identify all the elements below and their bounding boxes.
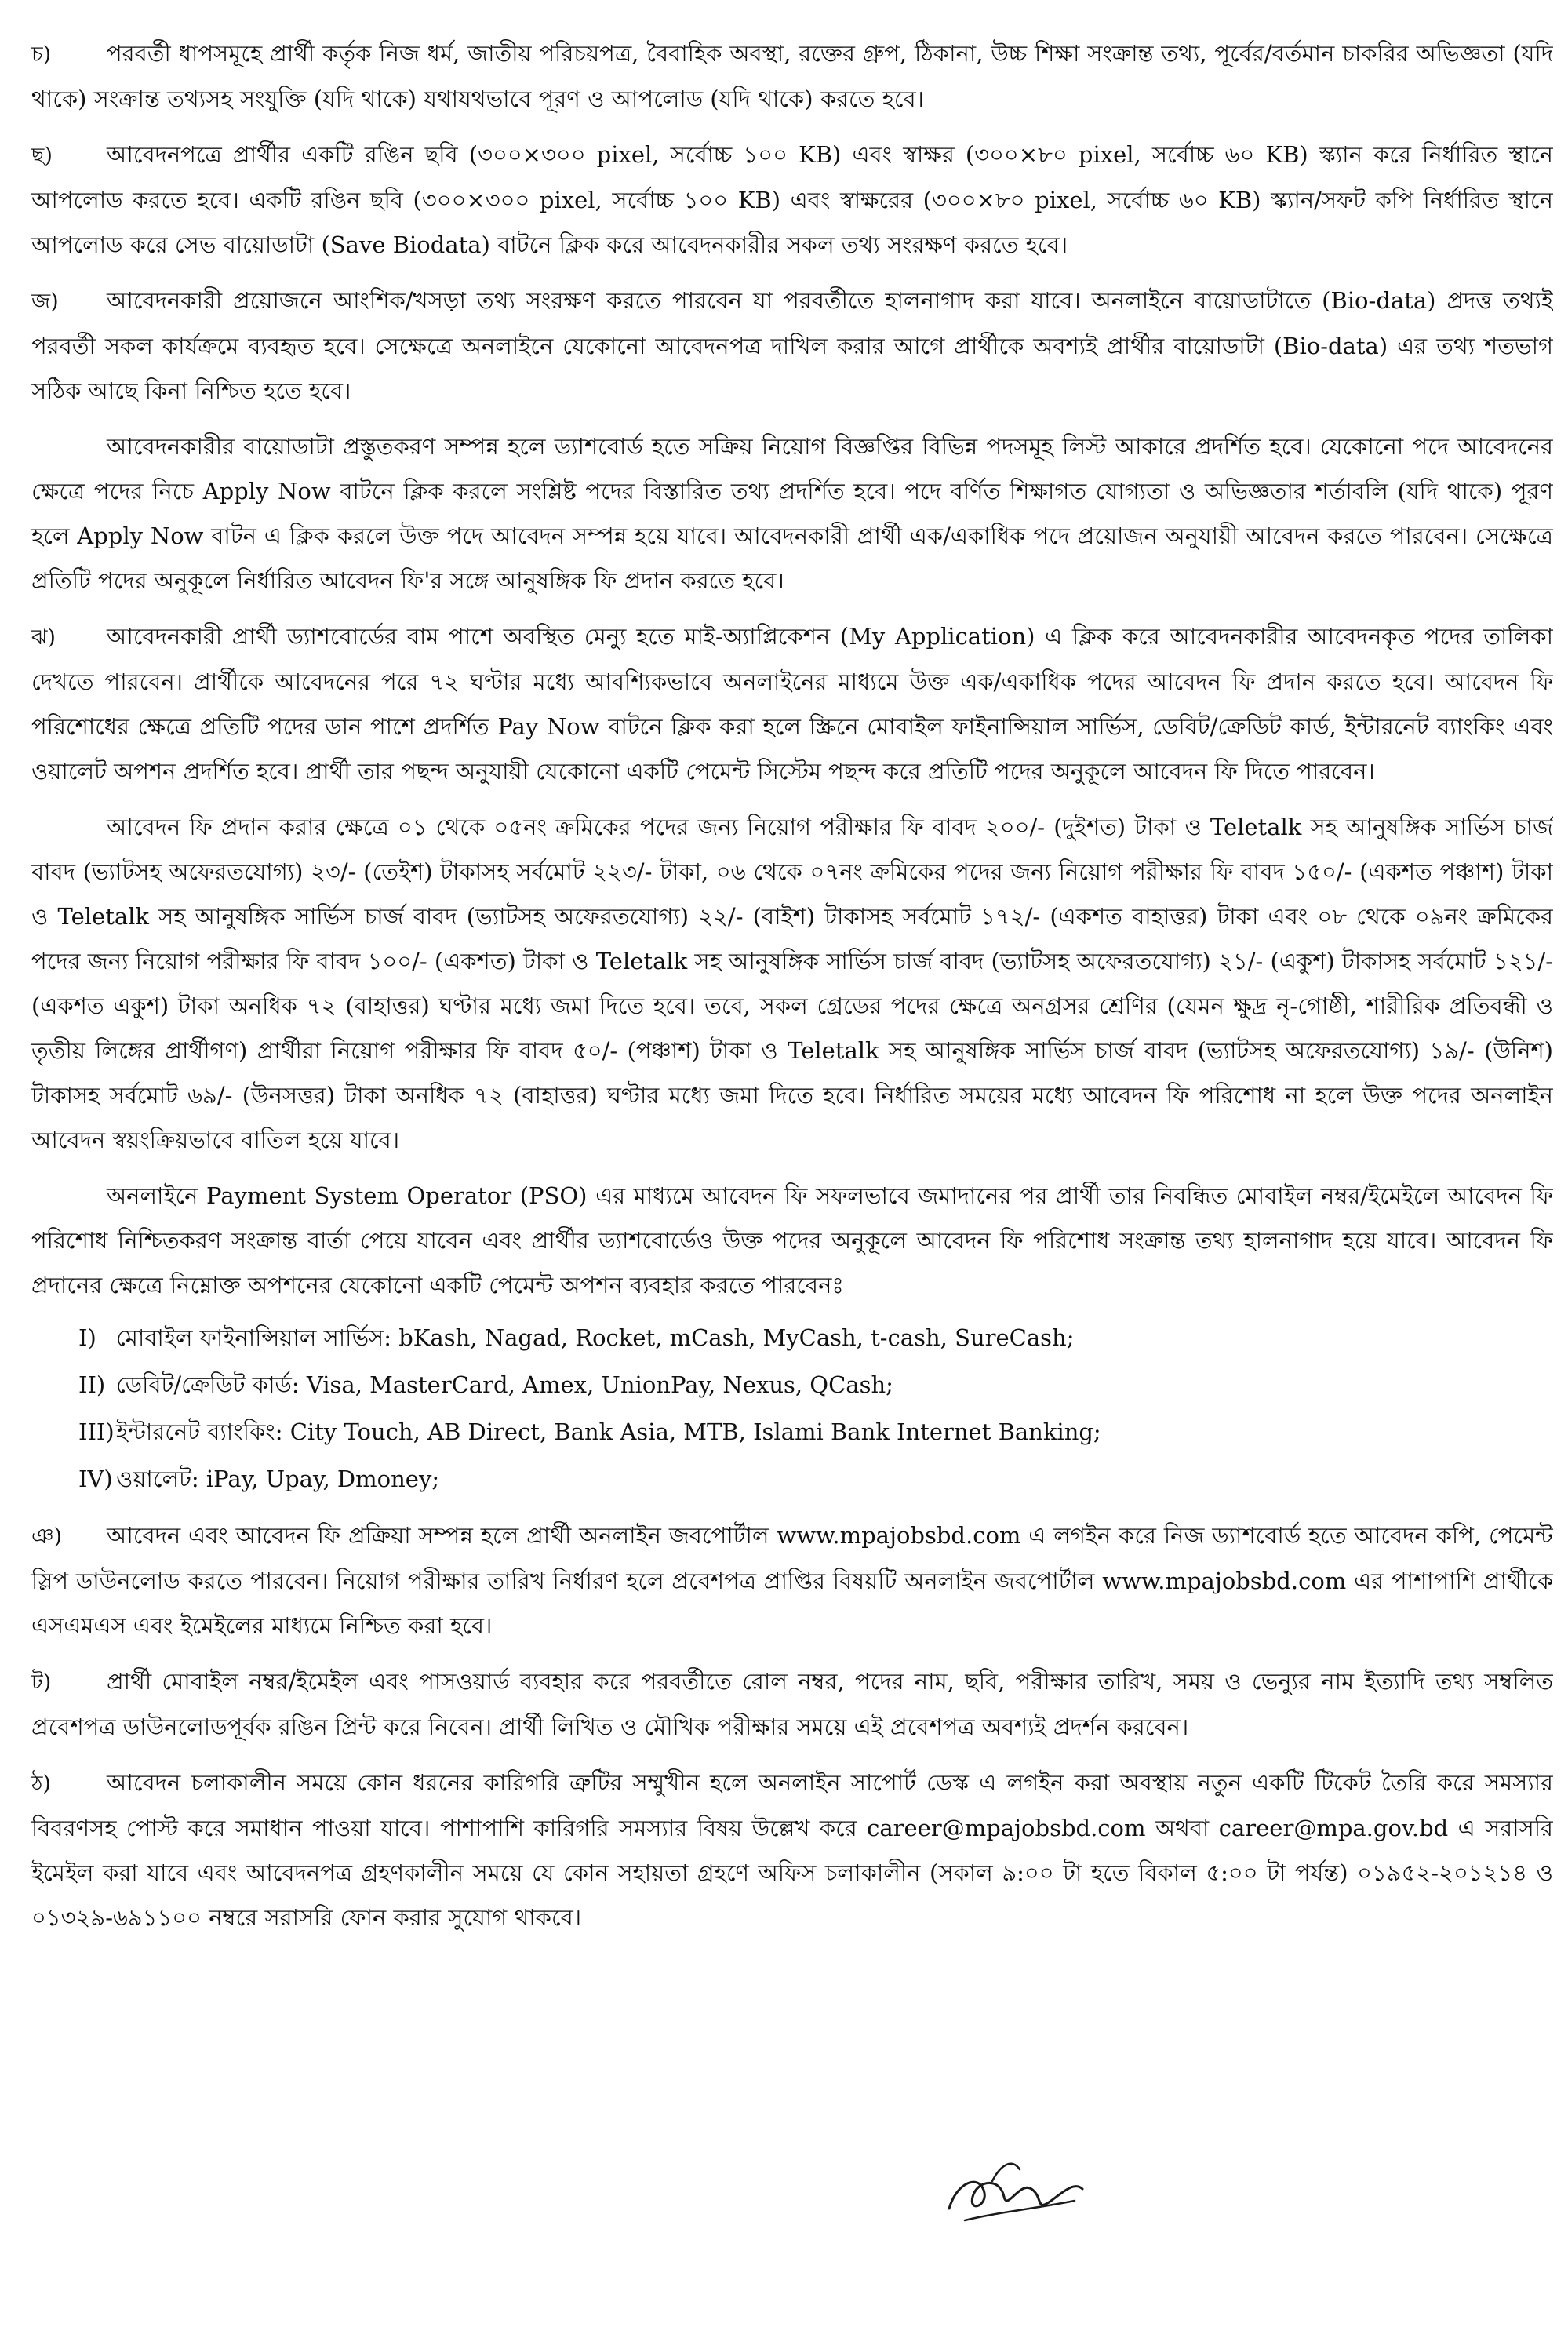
paragraph-text: আবেদন ফি প্রদান করার ক্ষেত্রে ০১ থেকে ০৫নং ক্রমিকের পদের জন্য নিয়োগ পরীক্ষার ফি বাবদ ২০০/- (দুইশত) টাকা ও Teletalk সহ আনুষঙ্গিক সার্ভিস চার্জ বাবদ (ভ্যাটসহ অফেরতযোগ্য) ২৩/- (তেইশ) টাকাসহ সর্বমোট ২২৩/- টাকা, ০৬ থেকে ০৭নং ক্রমিকের পদের জন্য নিয়োগ পরীক্ষার ফি বাবদ ১৫০/- (একশত পঞ্চাশ) টাকা ও Teletalk সহ আনুষঙ্গিক সার্ভিস চার্জ বাবদ (ভ্যাটসহ অফেরতযোগ্য) ২২/- (বাইশ) টাকাসহ সর্বমোট ১৭২/- (একশত বাহাত্তর) টাকা এবং ০৮ থেকে ০৯নং ক্রমিকের পদের জন্য নিয়োগ পরীক্ষার ফি বাবদ ১০০/- (একশত) টাকা ও Teletalk সহ আনুষঙ্গিক সার্ভিস চার্জ বাবদ (ভ্যাটসহ অফেরতযোগ্য) ২১/- (একুশ) টাকাসহ সর্বমোট ১২১/- (একশত একুশ) টাকা অনধিক ৭২ (বাহাত্তর) ঘণ্টার মধ্যে জমা দিতে হবে। তবে, সকল গ্রেডের পদের ক্ষেত্রে অনগ্রসর শ্রেণির (যেমন ক্ষুদ্র নৃ-গোষ্ঠী, শারীরিক প্রতিবন্ধী ও তৃতীয় লিঙ্গের প্রার্থীগণ) প্রার্থীরা নিয়োগ পরীক্ষার ফি বাবদ ৫০/- (পঞ্চাশ) টাকা ও Teletalk সহ আনুষঙ্গিক সার্ভিস চার্জ বাবদ (ভ্যাটসহ অফেরতযোগ্য) ১৯/- (উনিশ) টাকাসহ সর্বমোট ৬৯/- (উনসত্তর) টাকা অনধিক ৭২ (বাহাত্তর) ঘণ্টার মধ্যে জমা দিতে হবে। নির্ধারিত সময়ের মধ্যে আবেদন ফি পরিশোধ না হলে উক্ত পদের অনলাইন আবেদন স্বয়ংক্রিয়ভাবে বাতিল হয়ে যাবে। <box>31 814 1553 1153</box>
option-number: IV) <box>78 1466 113 1492</box>
option-text: মোবাইল ফাইনান্সিয়াল সার্ভিস: bKash, Nagad, Rocket, mCash, MyCash, t-cash, SureCash; <box>116 1324 1075 1351</box>
list-item <box>78 1408 1553 1455</box>
list-item <box>78 1455 1553 1502</box>
option-number: II) <box>78 1371 106 1398</box>
paragraph-label: ট) <box>31 1670 52 1695</box>
paragraph-text: পরবর্তী ধাপসমূহে প্রার্থী কর্তৃক নিজ ধর্ম, জাতীয় পরিচয়পত্র, বৈবাহিক অবস্থা, রক্তের গ্রুপ, ঠিকানা, উচ্চ শিক্ষা সংক্রান্ত তথ্য, পূর্বের/বর্তমান চাকরির অভিজ্ঞতা (যদি থাকে) সংক্রান্ত তথ্যসহ সংযুক্তি (যদি থাকে) যথাযথভাবে পূরণ ও আপলোড (যদি থাকে) করতে হবে। <box>31 40 1553 112</box>
paragraph-text: প্রার্থী মোবাইল নম্বর/ইমেইল এবং পাসওয়ার্ড ব্যবহার করে পরবর্তীতে রোল নম্বর, পদের নাম, ছবি, পরীক্ষার তারিখ, সময় ও ভেন্যুর নাম ইত্যাদি তথ্য সম্বলিত প্রবেশপত্র ডাউনলোডপূর্বক রঙিন প্রিন্ট করে নিবেন। প্রার্থী লিখিত ও মৌখিক পরীক্ষার সময়ে এই প্রবেশপত্র অবশ্যই প্রদর্শন করবেন। <box>31 1668 1553 1740</box>
paragraph-text: আবেদনকারীর বায়োডাটা প্রস্তুতকরণ সম্পন্ন হলে ড্যাশবোর্ড হতে সক্রিয় নিয়োগ বিজ্ঞপ্তির বিভিন্ন পদসমূহ লিস্ট আকারে প্রদর্শিত হবে। যেকোনো পদে আবেদনের ক্ষেত্রে পদের নিচে Apply Now বাটনে ক্লিক করলে সংশ্লিষ্ট পদের বিস্তারিত তথ্য প্রদর্শিত হবে। পদে বর্ণিত শিক্ষাগত যোগ্যতা ও অভিজ্ঞতার শর্তাবলি (যদি থাকে) পূরণ হলে Apply Now বাটন এ ক্লিক করলে উক্ত পদে আবেদন সম্পন্ন হয়ে যাবে। আবেদনকারী প্রার্থী এক/একাধিক পদে প্রয়োজন অনুযায়ী আবেদন করতে পারবেন। সেক্ষেত্রে প্রতিটি পদের অনুকূলে নির্ধারিত আবেদন ফি'র সঙ্গে আনুষঙ্গিক ফি প্রদান করতে হবে। <box>31 433 1553 594</box>
paragraph-text: অনলাইনে Payment System Operator (PSO) এর মাধ্যমে আবেদন ফি সফলভাবে জমাদানের পর প্রার্থী তার নিবন্ধিত মোবাইল নম্বর/ইমেইলে আবেদন ফি পরিশোধ নিশ্চিতকরণ সংক্রান্ত বার্তা পেয়ে যাবেন এবং প্রার্থীর ড্যাশবোর্ডেও উক্ত পদের অনুকূলে আবেদন ফি পরিশোধ সংক্রান্ত তথ্য হালনাগাদ হয়ে যাবে। আবেদন ফি প্রদানের ক্ষেত্রে নিম্নোক্ত অপশনের যেকোনো একটি পেমেন্ট অপশন ব্যবহার করতে পারবেনঃ <box>31 1182 1553 1298</box>
option-text: ডেবিট/ক্রেডিট কার্ড: Visa, MasterCard, Amex, UnionPay, Nexus, QCash; <box>116 1371 893 1398</box>
paragraph-text: আবেদন এবং আবেদন ফি প্রক্রিয়া সম্পন্ন হলে প্রার্থী অনলাইন জবপোর্টাল www.mpajobsbd.com এ লগইন করে নিজ ড্যাশবোর্ড হতে আবেদন কপি, পেমেন্ট স্লিপ ডাউনলোড করতে পারবেন। নিয়োগ পরীক্ষার তারিখ নির্ধারণ হলে প্রবেশপত্র প্রাপ্তির বিষয়টি অনলাইন জবপোর্টাল www.mpajobsbd.com এর পাশাপাশি প্রার্থীকে এসএমএস এবং ইমেইলের মাধ্যমে নিশ্চিত করা হবে। <box>31 1522 1553 1639</box>
paragraph-label: জ) <box>31 290 59 314</box>
paragraph-text: আবেদনকারী প্রার্থী ড্যাশবোর্ডের বাম পাশে অবস্থিত মেন্যু হতে মাই-অ্যাপ্লিকেশন (My Application) এ ক্লিক করে আবেদনকারীর আবেদনকৃত পদের তালিকা দেখতে পারবেন। প্রার্থীকে আবেদনের পরে ৭২ ঘণ্টার মধ্যে আবশ্যিকভাবে অনলাইনের মাধ্যমে উক্ত এক/একাধিক পদের আবেদন ফি প্রদান করতে হবে। আবেদন ফি পরিশোধের ক্ষেত্রে প্রতিটি পদের ডান পাশে প্রদর্শিত Pay Now বাটনে ক্লিক করা হলে স্ক্রিনে মোবাইল ফাইনান্সিয়াল সার্ভিস, ডেবিট/ক্রেডিট কার্ড, ইন্টারনেট ব্যাংকিং এবং ওয়ালেট অপশন প্রদর্শিত হবে। প্রার্থী তার পছন্দ অনুযায়ী যেকোনো একটি পেমেন্ট সিস্টেম পছন্দ করে প্রতিটি পদের অনুকূলে আবেদন ফি দিতে পারবেন। <box>31 623 1553 785</box>
paragraph-fees <box>31 805 1553 1163</box>
paragraph-ta <box>31 1659 1553 1750</box>
paragraph-jha <box>31 614 1553 794</box>
paragraph-label: ছ) <box>31 144 53 168</box>
paragraph-text: আবেদন চলাকালীন সময়ে কোন ধরনের কারিগরি ত্রুটির সম্মুখীন হলে অনলাইন সাপোর্ট ডেস্ক এ লগইন করা অবস্থায় নতুন একটি টিকেট তৈরি করে সমস্যার বিবরণসহ পোস্ট করে সমাধান পাওয়া যাবে। পাশাপাশি কারিগরি সমস্যার বিষয় উল্লেখ করে career@mpajobsbd.com অথবা career@mpa.gov.bd এ সরাসরি ইমেইল করা যাবে এবং আবেদনপত্র গ্রহণকালীন সময়ে যে কোন সহায়তা গ্রহণে অফিস চলাকালীন (সকাল ৯:০০ টা হতে বিকাল ৫:০০ টা পর্যন্ত) ০১৯৫২-২০১২১৪ ও ০১৩২৯-৬৯১১০০ নম্বরে সরাসরি ফোন করার সুযোগ থাকবে। <box>31 1769 1553 1931</box>
option-number: I) <box>78 1324 96 1351</box>
signature-icon <box>926 2134 1098 2252</box>
payment-options-list <box>31 1314 1553 1502</box>
option-number: III) <box>78 1419 115 1445</box>
list-item <box>78 1361 1553 1408</box>
paragraph-pso <box>31 1174 1553 1308</box>
paragraph-text: আবেদনপত্রে প্রার্থীর একটি রঙিন ছবি (৩০০×৩০০ pixel, সর্বোচ্চ ১০০ KB) এবং স্বাক্ষর (৩০০×৮০ pixel, সর্বোচ্চ ৬০ KB) স্ক্যান করে নির্ধারিত স্থানে আপলোড করতে হবে। একটি রঙিন ছবি (৩০০×৩০০ pixel, সর্বোচ্চ ১০০ KB) এবং স্বাক্ষরের (৩০০×৮০ pixel, সর্বোচ্চ ৬০ KB) স্ক্যান/সফট কপি নির্ধারিত স্থানে আপলোড করে সেভ বায়োডাটা (Save Biodata) বাটনে ক্লিক করে আবেদনকারীর সকল তথ্য সংরক্ষণ করতে হবে। <box>31 141 1553 258</box>
paragraph-ja <box>31 279 1553 413</box>
option-text: ইন্টারনেট ব্যাংকিং: City Touch, AB Direct, Bank Asia, MTB, Islami Bank Internet Banking; <box>116 1419 1101 1445</box>
paragraph-label: ঞ) <box>31 1524 63 1549</box>
paragraph-chha <box>31 133 1553 268</box>
paragraph-text: আবেদনকারী প্রয়োজনে আংশিক/খসড়া তথ্য সংরক্ষণ করতে পারবেন যা পরবর্তীতে হালনাগাদ করা যাবে। অনলাইনে বায়োডাটাতে (Bio-data) প্রদত্ত তথ্যই পরবর্তী সকল কার্যক্রমে ব্যবহৃত হবে। সেক্ষেত্রে অনলাইনে যেকোনো আবেদনপত্র দাখিল করার আগে প্রার্থীকে অবশ্যই প্রার্থীর বায়োডাটা (Bio-data) এর তথ্য শতভাগ সঠিক আছে কিনা নিশ্চিত হতে হবে। <box>31 287 1553 404</box>
paragraph-label: ঝ) <box>31 625 56 650</box>
paragraph-label: চ) <box>31 42 52 67</box>
paragraph-tha <box>31 1761 1553 1940</box>
document-page <box>31 31 1553 2275</box>
option-text: ওয়ালেট: iPay, Upay, Dmoney; <box>116 1466 440 1492</box>
list-item <box>78 1314 1553 1361</box>
paragraph-nya <box>31 1513 1553 1648</box>
paragraph-label: ঠ) <box>31 1772 51 1796</box>
paragraph-cha <box>31 31 1553 122</box>
paragraph-apply-now <box>31 424 1553 603</box>
